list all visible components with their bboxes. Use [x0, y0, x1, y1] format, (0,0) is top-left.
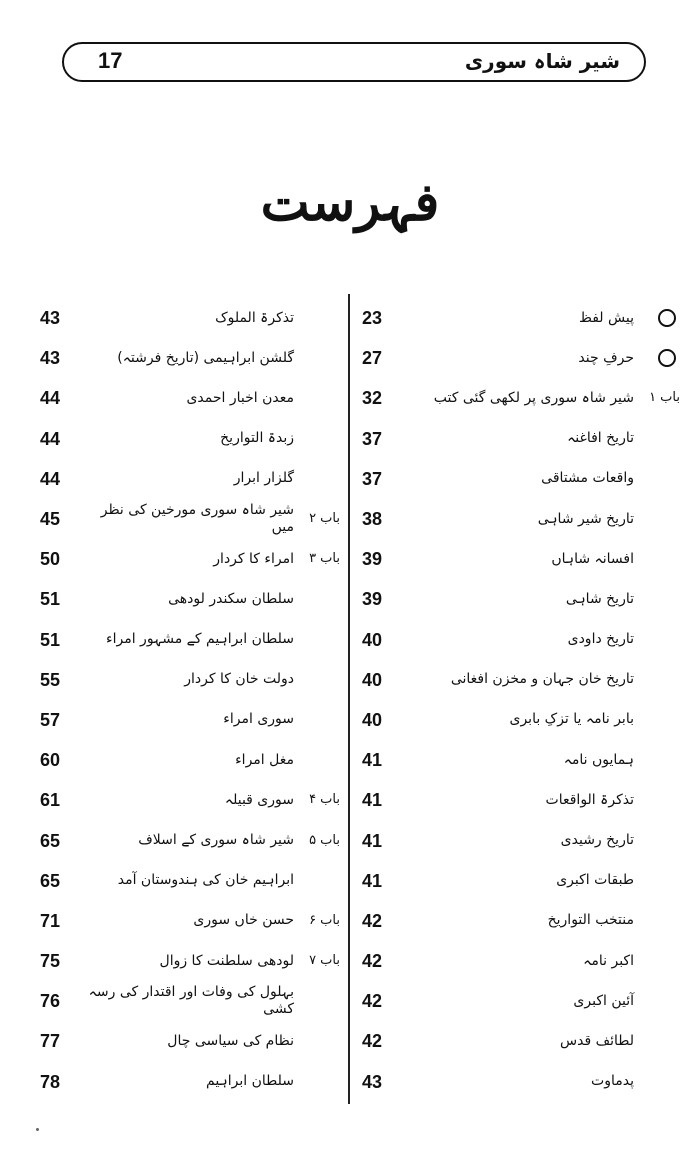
toc-entry-title: نظام کی سیاسی چال	[167, 1032, 294, 1049]
toc-page-number: 40	[362, 709, 383, 730]
toc-entry-title: سلطان سکندر لودھی	[168, 590, 294, 607]
toc-page-number: 39	[362, 589, 383, 610]
circle-bullet-icon	[658, 349, 676, 367]
toc-entry[interactable]	[40, 660, 340, 700]
book-title: شیر شاہ سوری	[464, 49, 620, 73]
marker-slot	[300, 952, 340, 970]
toc-page-number: 55	[40, 669, 61, 690]
chapter-marker: باب ۳	[309, 551, 340, 567]
chapter-marker: باب ۷	[309, 953, 340, 969]
toc-entry-title: اکبر نامہ	[583, 952, 634, 969]
page-title: فہرست	[260, 172, 440, 233]
running-header	[62, 42, 646, 82]
toc-entry-title: امراء کا کردار	[213, 550, 294, 567]
toc-page-number: 32	[362, 388, 383, 409]
toc-entry-title: لطائف قدس	[560, 1032, 634, 1049]
toc-page-number: 51	[40, 589, 61, 610]
toc-entry[interactable]	[362, 780, 680, 820]
toc-page-number: 44	[40, 388, 61, 409]
toc-entry-title: آئین اکبری	[573, 992, 634, 1009]
toc-entry[interactable]	[362, 740, 680, 780]
toc-entry-title: تاریخ خان جہان و مخزن افغانی	[450, 671, 634, 688]
toc-entry[interactable]	[362, 660, 680, 700]
toc-entry[interactable]	[40, 419, 340, 459]
toc-page-number: 41	[362, 790, 383, 811]
toc-entry-title: تاریخ داودی	[567, 631, 634, 648]
toc-entry[interactable]	[362, 338, 680, 378]
toc-entry[interactable]	[362, 419, 680, 459]
toc-entry-title: تذکرۃ الواقعات	[545, 791, 634, 808]
toc-page-number: 42	[362, 991, 383, 1012]
marker-slot	[640, 389, 680, 407]
toc-entry-title: تذکرۃ الملوک	[215, 309, 294, 326]
toc-page-number: 27	[362, 348, 383, 369]
toc-entry-title: مغل امراء	[235, 751, 294, 768]
toc-entry[interactable]	[40, 1062, 340, 1102]
toc-entry[interactable]	[362, 620, 680, 660]
toc-entry[interactable]	[40, 700, 340, 740]
toc-page-number: 44	[40, 428, 61, 449]
toc-page-number: 71	[40, 910, 61, 931]
toc-page-number: 41	[362, 830, 383, 851]
toc-entry[interactable]	[40, 901, 340, 941]
toc-page-number: 57	[40, 709, 61, 730]
toc-entry-title: شیر شاہ سوری مورخین کی نظر میں	[100, 502, 294, 536]
toc-page-number: 51	[40, 629, 61, 650]
toc-page-number: 45	[40, 509, 61, 530]
toc-entry-title: دولت خان کا کردار	[184, 671, 294, 688]
toc-column-right	[362, 298, 680, 1102]
toc-entry[interactable]	[40, 861, 340, 901]
toc-entry-title: تاریخ رشیدی	[560, 832, 634, 849]
toc-entry-title: بابر نامہ یا تزکِ بابری	[509, 711, 634, 728]
toc-entry[interactable]	[362, 539, 680, 579]
toc-entry-title: پدماوت	[591, 1073, 634, 1090]
toc-page-number: 23	[362, 308, 383, 329]
toc-entry[interactable]	[362, 378, 680, 418]
toc-column-left	[40, 298, 340, 1102]
toc-entry[interactable]	[362, 499, 680, 539]
toc-entry[interactable]	[40, 338, 340, 378]
toc-entry[interactable]	[362, 1062, 680, 1102]
toc-entry[interactable]	[362, 941, 680, 981]
toc-page-number: 50	[40, 549, 61, 570]
toc-entry[interactable]	[362, 901, 680, 941]
toc-entry[interactable]	[40, 981, 340, 1021]
toc-entry-title: بہلول کی وفات اور اقتدار کی رسہ کشی	[88, 984, 294, 1018]
marker-slot	[300, 912, 340, 930]
column-divider	[348, 294, 350, 1104]
toc-entry[interactable]	[40, 820, 340, 860]
chapter-marker: باب ۵	[309, 832, 340, 848]
toc-entry-title: ہمایوں نامہ	[563, 751, 634, 768]
toc-page-number: 41	[362, 870, 383, 891]
toc-entry-title: زبدۃ التواریخ	[220, 430, 294, 447]
toc-entry[interactable]	[40, 620, 340, 660]
toc-entry-title: سوری قبیلہ	[224, 791, 294, 808]
toc-entry[interactable]	[40, 780, 340, 820]
marker-slot	[640, 309, 680, 327]
marker-slot	[300, 832, 340, 850]
toc-page-number: 78	[40, 1071, 61, 1092]
marker-slot	[300, 791, 340, 809]
toc-entry-title: افسانہ شاہاں	[551, 550, 634, 567]
toc-page-number: 75	[40, 951, 61, 972]
toc-page-number: 61	[40, 790, 61, 811]
toc-page-number: 38	[362, 509, 383, 530]
toc-page-number: 42	[362, 1031, 383, 1052]
toc-entry[interactable]	[362, 861, 680, 901]
toc-entry[interactable]	[40, 298, 340, 338]
toc-entry[interactable]	[40, 740, 340, 780]
toc-page-number: 76	[40, 991, 61, 1012]
toc-entry[interactable]	[40, 539, 340, 579]
toc-page-number: 39	[362, 549, 383, 570]
toc-entry[interactable]	[362, 459, 680, 499]
toc-page-number: 43	[40, 308, 61, 329]
toc-entry-title: تاریخ شاہی	[565, 590, 634, 607]
toc-entry[interactable]	[40, 378, 340, 418]
toc-entry[interactable]	[362, 298, 680, 338]
toc-entry-title: سلطان ابراہیم کے مشہور امراء	[106, 631, 294, 648]
toc-entry-title: سلطان ابراہیم	[206, 1073, 294, 1090]
toc-page-number: 44	[40, 468, 61, 489]
toc-entry-title: واقعات مشتاقی	[541, 470, 634, 487]
toc-page-number: 77	[40, 1031, 61, 1052]
toc-entry-title: سوری امراء	[223, 711, 294, 728]
toc-page-number: 42	[362, 910, 383, 931]
toc-entry-title: شیر شاہ سوری پر لکھی گئی کتب	[433, 389, 634, 406]
toc-entry-title: معدن اخبار احمدی	[186, 389, 294, 406]
toc-entry[interactable]	[40, 459, 340, 499]
toc-page-number: 37	[362, 468, 383, 489]
chapter-marker: باب ۱	[649, 390, 680, 406]
toc-entry[interactable]	[362, 820, 680, 860]
toc-page-number: 42	[362, 951, 383, 972]
toc-page-number: 65	[40, 830, 61, 851]
toc-entry-title: حرفِ چند	[578, 349, 634, 366]
chapter-marker: باب ۴	[309, 792, 340, 808]
circle-bullet-icon	[658, 309, 676, 327]
toc-entry-title: گلزار ابرار	[233, 470, 294, 487]
chapter-marker: باب ۲	[309, 511, 340, 527]
toc-entry-title: شیر شاہ سوری کے اسلاف	[138, 832, 294, 849]
toc-page-number: 37	[362, 428, 383, 449]
toc-entry[interactable]	[362, 700, 680, 740]
toc-entry[interactable]	[362, 981, 680, 1021]
page-number: 17	[98, 48, 123, 73]
toc-entry[interactable]	[362, 1021, 680, 1061]
toc-page-number: 65	[40, 870, 61, 891]
toc-entry-title: تاریخ شیر شاہی	[537, 510, 634, 527]
toc-page-number: 43	[40, 348, 61, 369]
toc-page-number: 40	[362, 669, 383, 690]
toc-entry[interactable]	[40, 941, 340, 981]
toc-entry-title: طبقات اکبری	[556, 872, 634, 889]
toc-entry-title: گلشن ابراہیمی (تاریخ فرشتہ)	[117, 349, 294, 366]
toc-entry-title: پیش لفظ	[578, 309, 634, 326]
toc-entry-title: حسن خاں سوری	[193, 912, 294, 929]
toc-entry[interactable]	[362, 579, 680, 619]
toc-entry-title: لودھی سلطنت کا زوال	[159, 952, 294, 969]
toc-entry-title: منتخب التواریخ	[547, 912, 634, 929]
toc-entry[interactable]	[40, 579, 340, 619]
marker-slot	[300, 550, 340, 568]
scan-speck	[36, 1128, 39, 1131]
toc-entry-title: تاریخ افاغنہ	[567, 430, 634, 447]
marker-slot	[640, 349, 680, 367]
toc-page-number: 41	[362, 750, 383, 771]
marker-slot	[300, 510, 340, 528]
chapter-marker: باب ۶	[309, 912, 340, 928]
toc-page-number: 60	[40, 750, 61, 771]
toc-entry-title: ابراہیم خان کی ہندوستان آمد	[117, 872, 294, 889]
toc-page-number: 43	[362, 1071, 383, 1092]
toc-entry[interactable]	[40, 1021, 340, 1061]
toc-entry[interactable]	[40, 499, 340, 539]
toc-page-number: 40	[362, 629, 383, 650]
